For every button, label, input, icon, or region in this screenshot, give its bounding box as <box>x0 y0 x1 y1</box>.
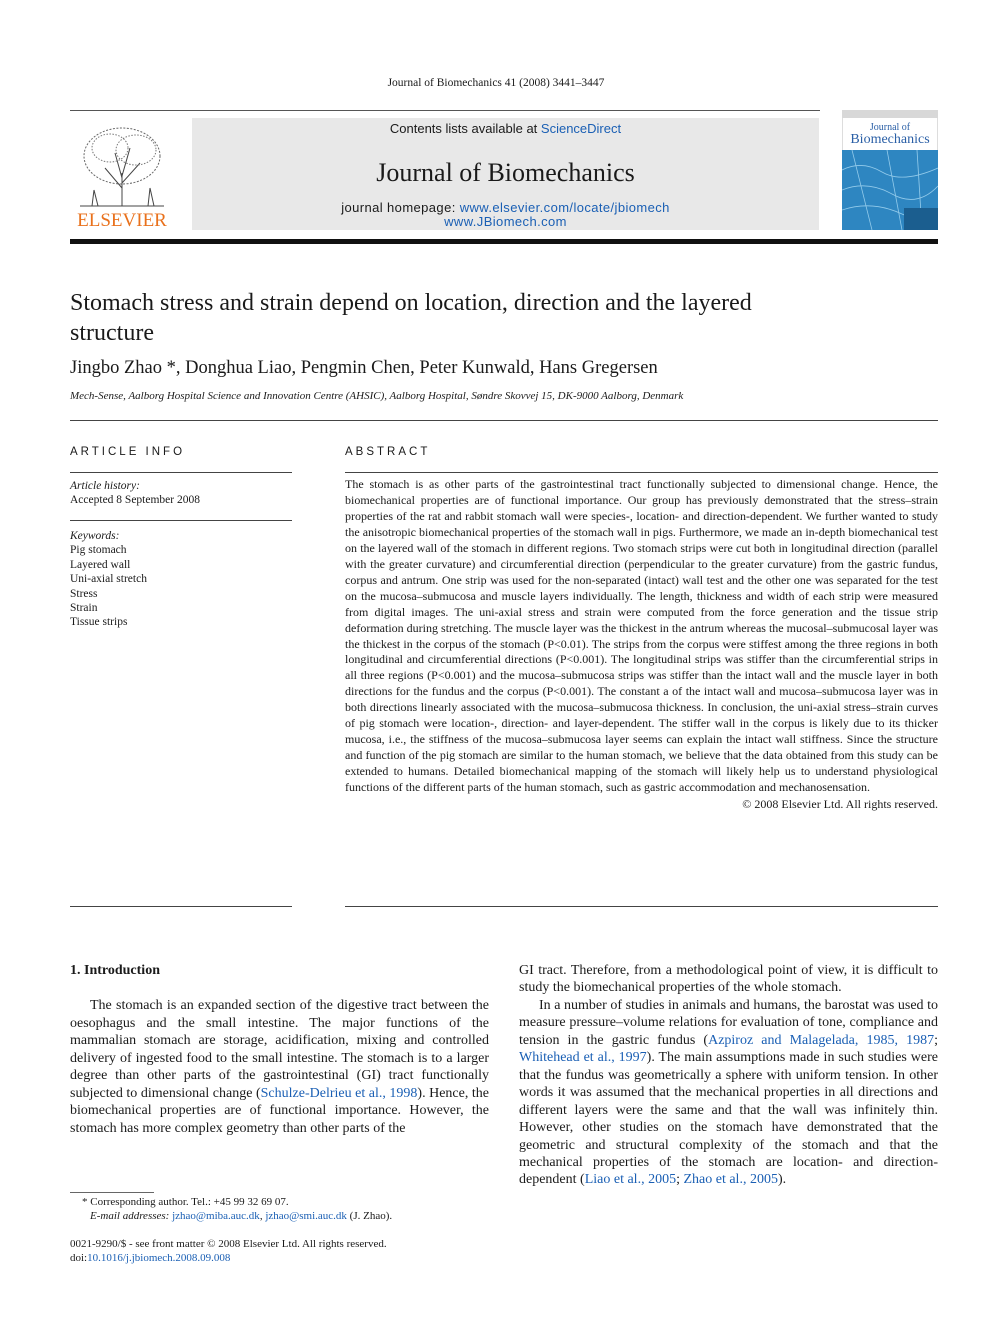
keywords-block <box>70 529 292 630</box>
article-info-bottom-rule <box>70 906 292 907</box>
homepage-prefix: journal homepage: <box>341 200 460 215</box>
affiliation: Mech-Sense, Aalborg Hospital Science and Innovation Centre (AHSIC), Aalborg Hospital, Søndre Skovvej 15, DK-9000 Aalborg, Denmark <box>70 390 684 402</box>
keyword-item: Pig stomach <box>70 544 127 557</box>
keyword-item: Tissue strips <box>70 616 128 629</box>
keyword-item: Stress <box>70 587 98 600</box>
intro-paragraph-2: In a number of studies in animals and humans, the barostat was used to measure pressure–volume relations for evaluation of tone, compliance and tension in the gastric fundus (Azpiroz and Malagelada, 1985, 1987; Whitehead et al., 1997). The main assumptions made in such studies were that the fundus was geometrically a sphere with uniform tension. In other words it was assumed that the mechanical properties in all directions and different layers were the same and that the wall was infinitely thin. However, other studies on the stomach have demonstrated that the geometric and structural complexity of the stomach and that the mechanical properties of the stomach are location- and direction-dependent (Liao et al., 2005; Zhao et al., 2005). <box>519 997 938 1188</box>
elsevier-tree-icon <box>70 118 174 230</box>
homepage-link-elsevier[interactable]: www.elsevier.com/locate/jbiomech <box>459 200 670 215</box>
contents-line <box>192 121 819 136</box>
issn-line: 0021-9290/$ - see front matter © 2008 Elsevier Ltd. All rights reserved. <box>70 1238 387 1250</box>
intro-paragraph-1-continued: GI tract. Therefore, from a methodological point of view, it is difficult to study the biomechanical properties of the whole stomach. <box>519 963 938 996</box>
abstract-rule <box>345 472 938 473</box>
abstract-heading: ABSTRACT <box>345 446 431 458</box>
article-info-rule <box>70 472 292 473</box>
elsevier-logo[interactable] <box>70 118 174 230</box>
section-heading-introduction: 1. Introduction <box>70 963 160 978</box>
article-title: Stomach stress and strain depend on location, direction and the layered structure <box>70 290 752 346</box>
abstract-copyright: © 2008 Elsevier Ltd. All rights reserved. <box>742 797 938 812</box>
email-link[interactable]: jzhao@smi.auc.dk <box>265 1210 347 1222</box>
elsevier-wordmark: ELSEVIER <box>77 210 167 230</box>
citation-link[interactable]: Azpiroz and Malagelada, 1985, 1987 <box>708 1032 935 1048</box>
article-info-heading: ARTICLE INFO <box>70 446 186 458</box>
keyword-item: Uni-axial stretch <box>70 573 147 586</box>
article-history <box>70 479 292 508</box>
sciencedirect-link[interactable]: ScienceDirect <box>540 121 622 136</box>
author-list: Jingbo Zhao *, Donghua Liao, Pengmin Chen, Peter Kunwald, Hans Gregersen <box>70 358 658 378</box>
journal-homepage <box>192 201 819 229</box>
journal-title: Journal of Biomechanics <box>376 158 635 187</box>
intro-paragraph-1: The stomach is an expanded section of the digestive tract between the oesophagus and the small intestine. The major functions of the mammalian stomach are storage, acidification, mixing and controlled delivery of ingested food to the small intestine. The stomach is to a larger degree than other parts of the gastrointestinal (GI) tract functionally subjected to dimensional change (Schulze-Delrieu et al., 1998). Hence, the biomechanical properties are of functional importance. However, the stomach has more complex geometry than other parts of the <box>70 998 489 1136</box>
citation-link[interactable]: Schulze-Delrieu et al., 1998 <box>260 1085 418 1101</box>
cover-title-line1: Journal of <box>869 122 911 133</box>
footnote-rule <box>70 1192 154 1193</box>
homepage-link-jbiomech[interactable]: www.JBiomech.com <box>444 214 567 229</box>
journal-cover[interactable] <box>842 110 938 230</box>
abstract-bottom-rule <box>345 906 938 907</box>
footnotes <box>70 1195 489 1265</box>
title-divider <box>70 420 938 421</box>
history-label: Article history: <box>70 480 140 492</box>
keywords-rule <box>70 520 292 521</box>
keywords-label: Keywords: <box>70 530 120 542</box>
journal-reference: Journal of Biomechanics 41 (2008) 3441–3447 <box>387 77 605 89</box>
email-link[interactable]: jzhao@miba.auc.dk <box>172 1210 260 1222</box>
cover-title-line2: Biomechanics <box>850 132 930 147</box>
body-column-left <box>70 962 489 1137</box>
contents-prefix: Contents lists available at <box>389 121 541 136</box>
doi-link[interactable]: 10.1016/j.jbiomech.2008.09.008 <box>87 1252 231 1264</box>
keyword-item: Layered wall <box>70 558 131 571</box>
abstract <box>345 477 938 813</box>
citation-link[interactable]: Liao et al., 2005 <box>584 1172 677 1188</box>
corresponding-author-note: * Corresponding author. Tel.: +45 99 32 69 07. <box>82 1196 289 1208</box>
citation-link[interactable]: Zhao et al., 2005 <box>683 1172 778 1188</box>
journal-cover-image <box>842 110 938 230</box>
doi-line: doi:10.1016/j.jbiomech.2008.09.008 <box>70 1252 231 1264</box>
keyword-item: Strain <box>70 602 98 615</box>
abstract-text: The stomach is as other parts of the gastrointestinal tract functionally subjected to dimensional change. Hence, the biomechanical properties are of functional importance. Our group has previously demonstrated that the stress–strain properties of the rat and rabbit stomach wall were species-, location- and direction-dependent. We further wanted to study the anisotropic biomechanical properties of the stomach wall in pigs. Furthermore, we made an in-depth biomechanical test on the layered wall of the stomach in different regions. Two stomach strips were cut both in longitudinal direction (parallel with the greater curvature) and circumferential direction (perpendicular to the greater curvature) from the gastric fundus, corpus and antrum. One strip was used for the non-separated (intact) wall test and the other one was separated for the test on the mucosa–submucosa and muscle layers individually. The length, thickness and width of each strip were measured from digital images. The uni-axial stress and strain were computed from the force generation and the tissue strip deformation during stretching. The muscle layer was the thickest in the antrum whereas the mucosal–submucosal layer was the thickest in the corpus of the stomach (P<0.01). The strips from the corpus were stiffest among the three regions in both longitudinal and circumferential directions (P<0.001). The longitudinal strips was stiffer than the circumferential strips in all three regions (P<0.001) and the mucosa–submucosa strips was stiffer than the intact wall and the muscle layer in both directions for the fundus and the corpus (P<0.001). The constant a of the intact wall and mucosa–submucosa layer was in both directions linearly associated with the mucosa–submucosa thickness. In conclusion, the uni-axial stress–strain curves of pig stomach were location-, direction- and layer-dependent. The stiffer wall in the corpus is likely due to its thicker mucosa, i.e., the stiffness of the mucosa–submucosa layer seems can explain the intact wall stiffness. Since the structure and function of the pig stomach are similar to the human stomach, we believe that the data obtained from this study can be extended to humans. Detailed biomechanical mapping of the stomach will likely help us to understand physiological functions of the different parts of the human stomach, such as gastric accommodation and mechanosensation. <box>345 477 938 795</box>
body-column-right <box>519 962 938 1189</box>
header-divider <box>70 110 820 111</box>
email-note: E-mail addresses: jzhao@miba.auc.dk, jzhao@smi.auc.dk (J. Zhao). <box>90 1210 393 1222</box>
header-thick-rule <box>70 239 938 244</box>
accepted-date: Accepted 8 September 2008 <box>70 494 200 507</box>
citation-link[interactable]: Whitehead et al., 1997 <box>519 1050 647 1066</box>
